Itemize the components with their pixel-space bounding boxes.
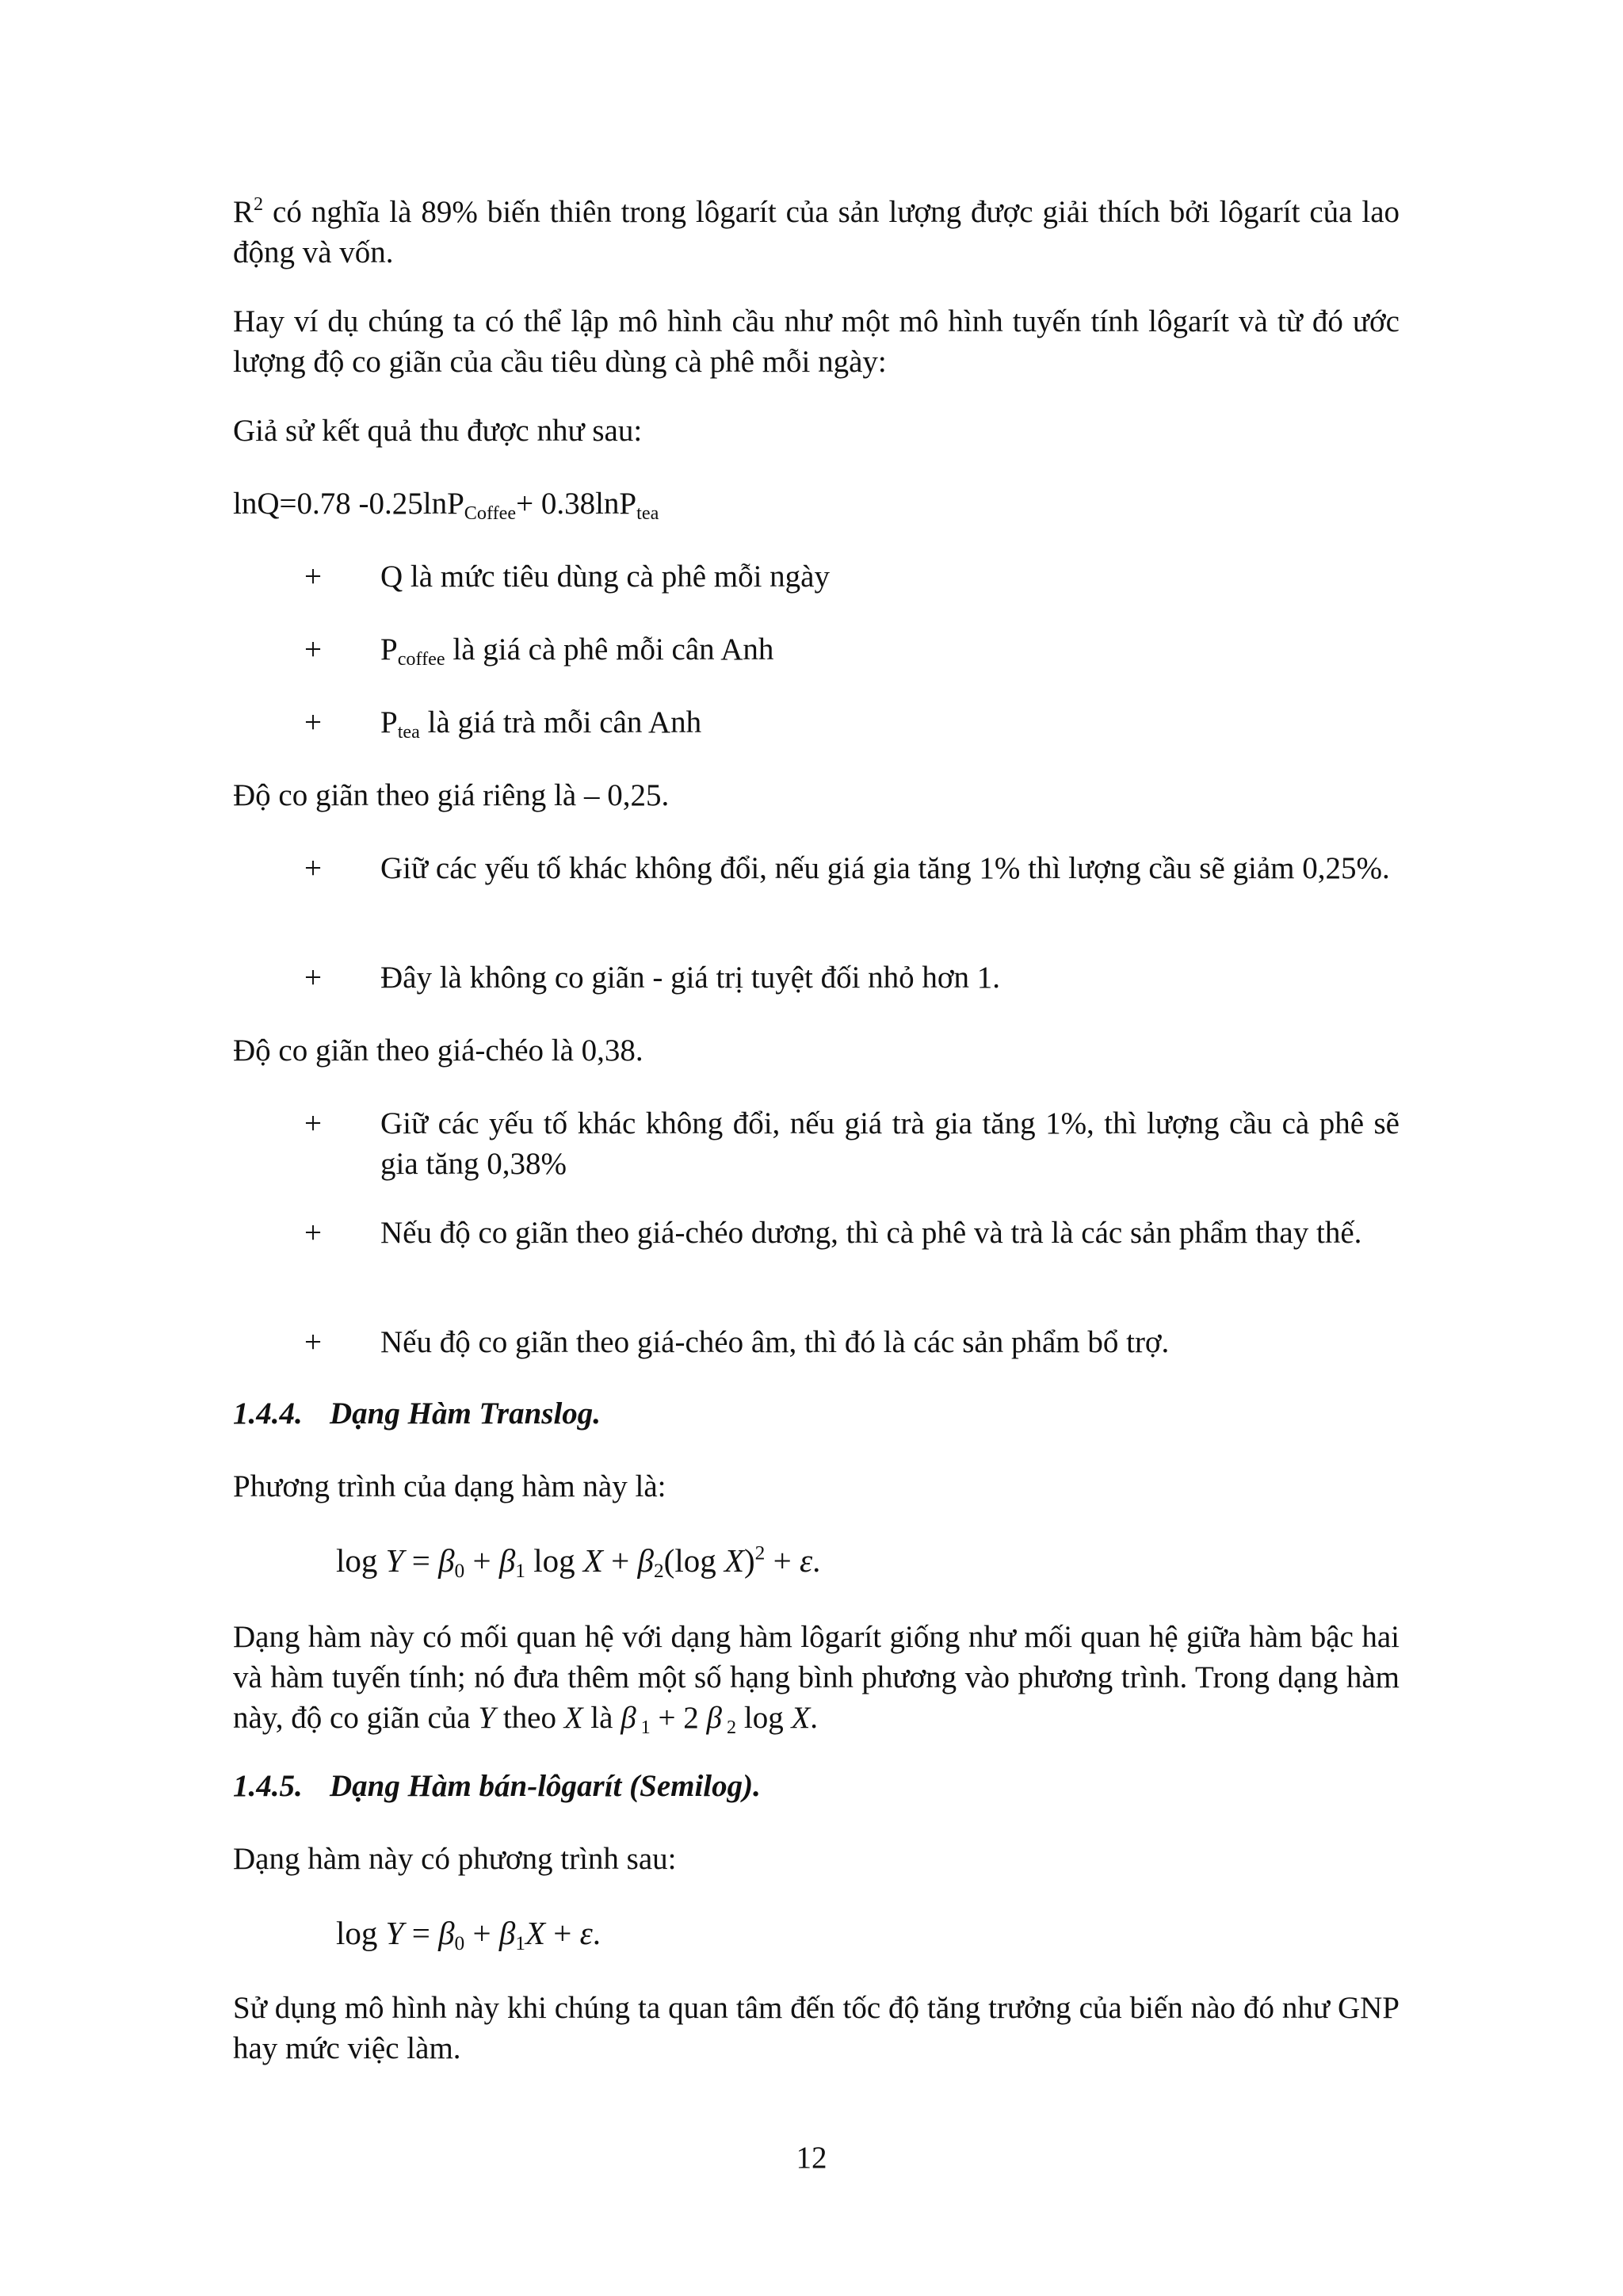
paragraph-demand-model: Hay ví dụ chúng ta có thể lập mô hình cầu như một mô hình tuyến tính lôgarít và từ đó ước lượng độ co giãn của cầu tiêu dùng cà phê mỗi ngày: bbox=[233, 304, 1400, 379]
paragraph-result-intro: Giả sử kết quả thu được như sau: bbox=[233, 414, 643, 448]
paragraph-own-price-elasticity: Độ co giãn theo giá riêng là – 0,25. bbox=[233, 778, 670, 812]
paragraph-translog-elasticity: Dạng hàm này có mối quan hệ với dạng hàm lôgarít giống như mối quan hệ giữa hàm bậc hai và hàm tuyến tính; nó đưa thêm một số hạng bình phương vào phương trình. Trong dạng hàm này, độ co giãn của Y theo X là β $_1$ + 2 β $_2$ log X. bbox=[233, 1620, 1400, 1738]
document-page: $R^2$ có nghĩa là 89% biến thiên trong lôgarít của sản lượng được giải thích bởi lôgarít của lao động và vốn. Hay ví dụ chúng ta có thể lập mô hình cầu như một mô hình tuyến tính lôgarít và từ đó ước lượng độ co giãn của cầu tiêu dùng cà phê mỗi ngày: Giả sử kết quả thu được như sau: lnQ=0.78 -0.25lnP$_{Coffee}$+ 0.38lnP$_{tea}$ + Q là mức tiêu dùng cà phê mỗi ngày + $P_{coffee}$ là giá cà phê mỗi cân Anh + $P_{tea}$ là giá trà mỗi cân Anh Độ co giãn theo giá riêng là – 0,25. + Giữ các yếu tố khác không đổi, nếu giá gia tăng 1% thì lượng cầu sẽ giảm 0,25%. + Đây là không co giãn - giá trị tuyệt đối nhỏ hơn 1. Độ co giãn theo giá-chéo là 0,38. + Giữ các yếu tố khác không đổi, nếu giá trà gia tăng 1%, thì lượng cầu cà phê sẽ gia tăng 0,38% + Nếu độ co giãn theo giá-chéo dương, thì cà phê và trà là các sản phẩm thay thế. + Nếu độ co giãn theo giá-chéo âm, thì đó là các sản phẩm bổ trợ. 1.4.4. Dạng Hàm Translog. Phương trình của dạng hàm này là: $\log Y = \beta_0 + \beta_1$ $\log X + \beta_2(\log$ X)$^2$ + ε. Dạng hàm này có mối quan hệ với dạng hàm lôgarít giống như mối quan hệ giữa hàm bậc hai và hàm tuyến tính; nó đưa thêm một số hạng bình phương vào phương trình. Trong dạng hàm này, độ co giãn của Y theo X là β $_1$ + 2 β $_2$ log X. 1.4.5. Dạng Hàm bán-lôgarít (Semilog). Dạng hàm này có phương trình sau: $\log Y = \beta_0 + \beta_1X + \varepsilon$. Sử dụng mô hình này khi chúng ta quan tâm đến tốc độ tăng trưởng của biến nào đó như GNP hay mức việc làm. 12 bbox=[0, 0, 1623, 2296]
bullet-symbol: + bbox=[304, 632, 322, 667]
section-heading-translog: 1.4.4. Dạng Hàm Translog. bbox=[233, 1396, 601, 1431]
paragraph-translog-intro: Phương trình của dạng hàm này là: bbox=[233, 1469, 666, 1503]
paragraph-cross-price-elasticity: Độ co giãn theo giá-chéo là 0,38. bbox=[233, 1033, 643, 1068]
superscript-2: 2 bbox=[254, 193, 264, 216]
r-symbol: R bbox=[233, 195, 254, 229]
bullet-symbol: + bbox=[304, 961, 322, 995]
bullet-symbol: + bbox=[304, 1106, 322, 1140]
bullet-symbol: + bbox=[304, 1325, 322, 1359]
paragraph-semilog-intro: Dạng hàm này có phương trình sau: bbox=[233, 1842, 677, 1876]
bullet-symbol: + bbox=[304, 1216, 322, 1250]
bullet-symbol: + bbox=[304, 851, 322, 885]
paragraph-r-squared bbox=[233, 192, 1400, 273]
equation-translog: $\log Y = \beta_0 + \beta_1$ $\log X + \beta_2(\log$ X)$^2$ + ε. bbox=[336, 1541, 821, 1583]
paragraph-text: có nghĩa là 89% biến thiên trong lôgarít của sản lượng được giải thích bởi lôgarít của lao động và vốn. bbox=[233, 195, 1400, 269]
section-heading-semilog: 1.4.5. Dạng Hàm bán-lôgarít (Semilog). bbox=[233, 1769, 761, 1803]
bullet-symbol: + bbox=[304, 560, 322, 594]
equation-semilog: $\log Y = \beta_0 + \beta_1X + \varepsilon$. bbox=[336, 1915, 601, 1955]
paragraph-semilog-usage: Sử dụng mô hình này khi chúng ta quan tâm đến tốc độ tăng trưởng của biến nào đó như GNP hay mức việc làm. bbox=[233, 1991, 1400, 2065]
page-number: 12 bbox=[796, 2141, 827, 2175]
equation-lnq: lnQ=0.78 -0.25lnP$_{Coffee}$+ 0.38lnP$_{tea}$ bbox=[233, 487, 659, 524]
bullet-symbol: + bbox=[304, 705, 322, 739]
